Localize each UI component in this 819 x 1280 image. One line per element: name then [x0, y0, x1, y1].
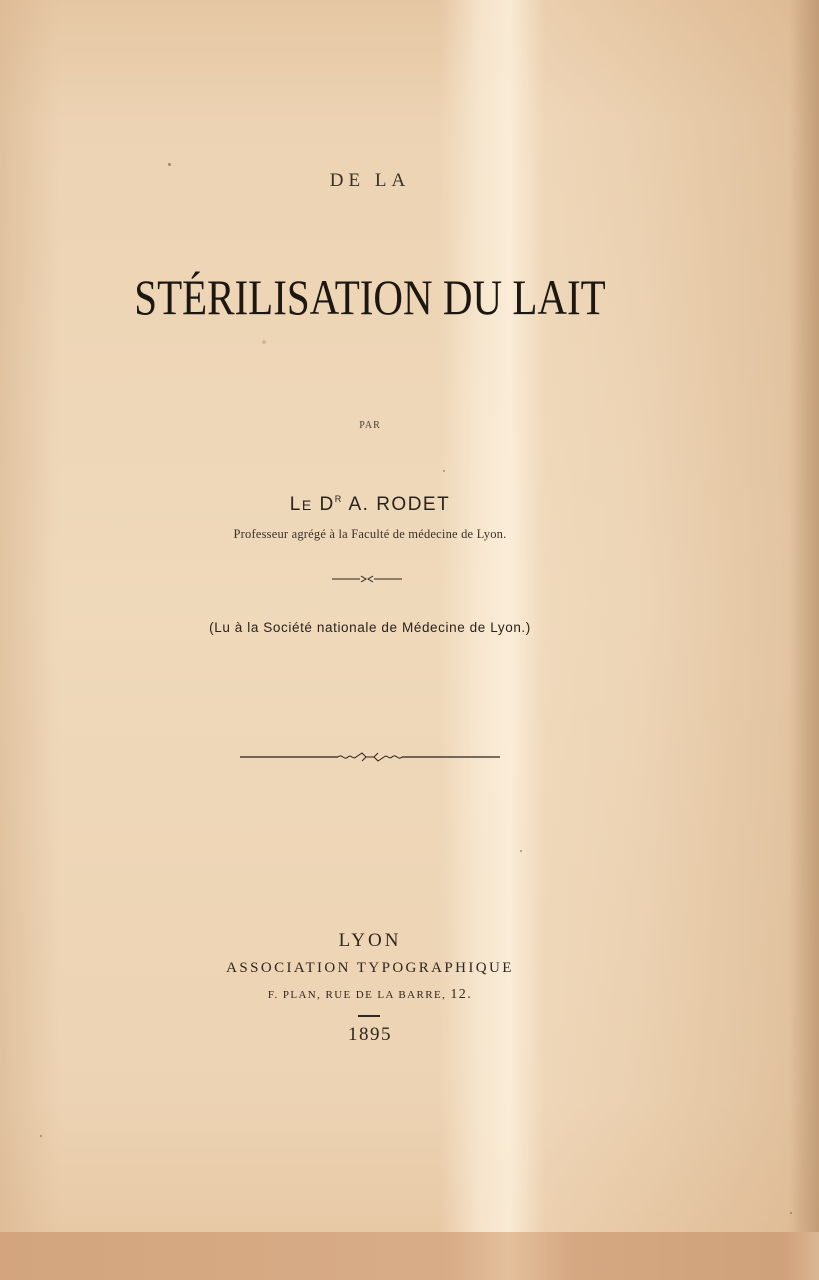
paper-speck [262, 340, 266, 344]
author-name [0, 494, 740, 516]
paper-speck [168, 163, 171, 166]
imprint-publisher: ASSOCIATION TYPOGRAPHIQUE [226, 960, 514, 976]
author-honorific: D [319, 494, 335, 515]
imprint-address [0, 987, 740, 1003]
imprint-city: LYON [338, 930, 402, 951]
author-surname: A. RODET [348, 494, 451, 515]
author-prefix-cap: L [289, 494, 302, 515]
short-dash-divider [358, 1015, 380, 1017]
presentation-note: (Lu à la Société nationale de Médecine de Lyon.) [209, 620, 531, 635]
imprint-year: 1895 [348, 1024, 392, 1045]
author-honorific-sup: R [334, 494, 343, 504]
paper-speck [790, 1212, 792, 1214]
paper-speck [40, 1135, 42, 1137]
small-dash-ornament-icon [332, 575, 402, 583]
paper-speck [443, 470, 445, 472]
imprint-address-text: F. PLAN, RUE DE LA BARRE, [267, 989, 447, 1001]
paper-speck [520, 850, 522, 852]
imprint-address-number: 12. [450, 987, 473, 1002]
by-line: PAR [359, 420, 381, 431]
main-title: STÉRILISATION DU LAIT [134, 269, 606, 325]
page-edge-shadow [789, 0, 819, 1280]
discolored-bottom-band [0, 1232, 819, 1280]
author-prefix-small: E [301, 497, 313, 513]
preheading: DE LA [329, 170, 411, 191]
author-affiliation: Professeur agrégé à la Faculté de médecine de Lyon. [233, 527, 507, 541]
long-rule-ornament-icon [240, 750, 500, 764]
